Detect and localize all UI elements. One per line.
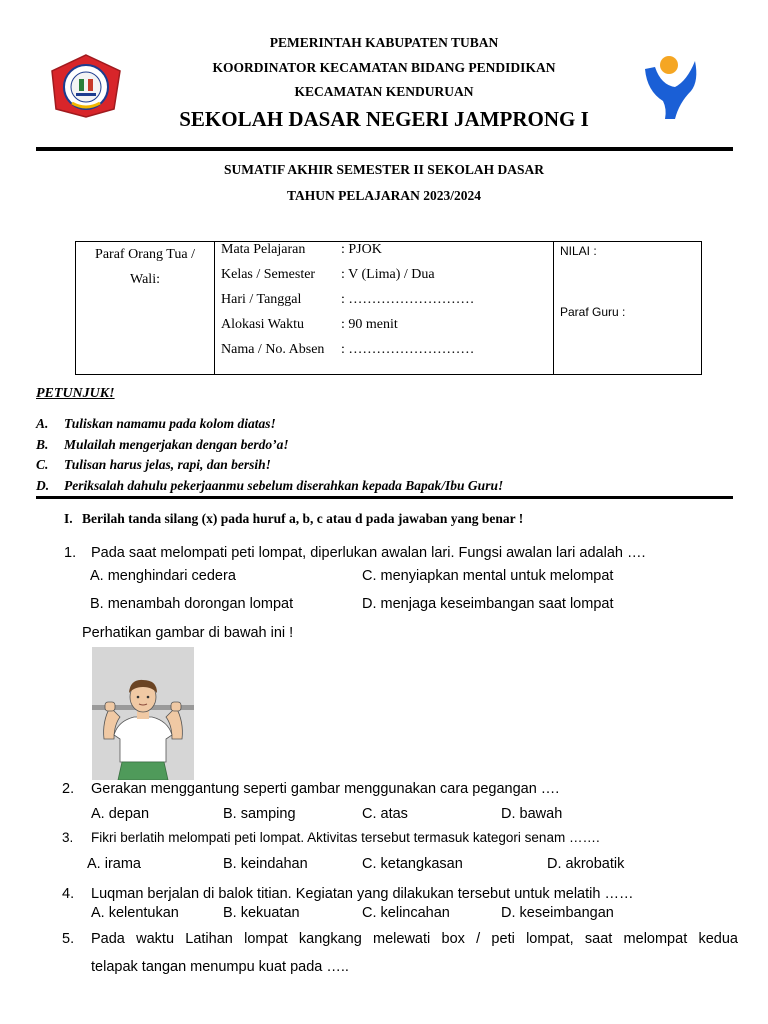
header-line-3: KECAMATAN KENDURUAN — [294, 84, 474, 99]
q4-number: 4. — [62, 886, 75, 902]
instruction-item — [36, 476, 503, 497]
q4-text: Luqman berjalan di balok titian. Kegiatan yang dilakukan tersebut untuk melatih …… — [91, 886, 634, 902]
instruction-text: Mulailah mengerjakan dengan berdo’a! — [64, 436, 289, 452]
q4-option-c[interactable]: C. kelincahan — [362, 905, 450, 921]
paraf-guru-label: Paraf Guru : — [560, 305, 626, 319]
exam-year: TAHUN PELAJARAN 2023/2024 — [286, 188, 481, 203]
instruction-item — [36, 435, 503, 456]
q1-number: 1. — [64, 545, 77, 561]
q2-option-b[interactable]: B. samping — [223, 806, 296, 822]
instruction-item — [36, 414, 503, 435]
q2-number: 2. — [62, 781, 75, 797]
nilai-label: NILAI : — [560, 244, 597, 258]
parent-signature-cell[interactable] — [76, 242, 215, 375]
field-nama-label: Nama / No. Absen — [221, 342, 325, 357]
q4-option-b[interactable]: B. kekuatan — [223, 905, 300, 921]
q1-option-c[interactable]: C. menyiapkan mental untuk melompat — [362, 568, 614, 584]
header-divider — [36, 147, 733, 151]
q5-text-line-1: Pada waktu Latihan lompat kangkang melewati box / peti lompat, saat melompat kedua — [91, 931, 738, 947]
field-nama-value[interactable]: : ……………………… — [341, 342, 475, 357]
q3-option-d[interactable]: D. akrobatik — [547, 856, 625, 872]
q1-text: Pada saat melompati peti lompat, diperlukan awalan lari. Fungsi awalan lari adalah …. — [91, 545, 646, 561]
q4-option-d[interactable]: D. keseimbangan — [501, 905, 614, 921]
q5-text-line-2: telapak tangan menumpu kuat pada ….. — [91, 959, 349, 975]
section-number: I. — [64, 511, 73, 526]
field-hari-value[interactable]: : ……………………… — [341, 292, 475, 307]
exam-title: SUMATIF AKHIR SEMESTER II SEKOLAH DASAR — [224, 162, 544, 177]
q5-number: 5. — [62, 931, 75, 947]
field-hari-label: Hari / Tanggal — [221, 292, 302, 307]
q3-option-b[interactable]: B. keindahan — [223, 856, 308, 872]
boy-hanging-bar-icon — [92, 647, 194, 780]
parent-label-1: Paraf Orang Tua / — [95, 247, 195, 262]
instructions-divider — [36, 496, 733, 499]
instruction-letter: B. — [36, 436, 49, 452]
q2-option-a[interactable]: A. depan — [91, 806, 150, 822]
picture-note: Perhatikan gambar di bawah ini ! — [82, 625, 294, 641]
instructions-list — [36, 414, 503, 496]
q2-option-c[interactable]: C. atas — [362, 806, 408, 822]
instruction-text: Tuliskan namamu pada kolom diatas! — [64, 416, 276, 431]
school-name: SEKOLAH DASAR NEGERI JAMPRONG I — [179, 107, 589, 131]
instruction-text: Tulisan harus jelas, rapi, dan bersih! — [64, 457, 271, 472]
header-line-1: PEMERINTAH KABUPATEN TUBAN — [269, 35, 499, 50]
q1-option-d[interactable]: D. menjaga keseimbangan saat lompat — [362, 596, 614, 612]
identity-table — [75, 241, 702, 375]
field-kelas-value: : V (Lima) / Dua — [341, 267, 435, 282]
q4-option-a[interactable]: A. kelentukan — [91, 905, 179, 921]
q2-option-d[interactable]: D. bawah — [501, 806, 563, 822]
section-heading — [64, 511, 523, 527]
q3-option-a[interactable]: A. irama — [87, 856, 141, 872]
q2-text: Gerakan menggantung seperti gambar menggunakan cara pegangan …. — [91, 781, 560, 797]
instruction-letter: A. — [36, 416, 49, 431]
instruction-letter: D. — [36, 477, 50, 493]
q1-option-b[interactable]: B. menambah dorongan lompat — [90, 596, 294, 612]
field-alokasi-value: : 90 menit — [341, 317, 398, 332]
field-kelas-label: Kelas / Semester — [221, 267, 316, 282]
field-mata-pelajaran-value: : PJOK — [341, 242, 382, 257]
q3-text: Fikri berlatih melompati peti lompat. Aktivitas tersebut termasuk kategori senam ……. — [91, 830, 600, 845]
instruction-letter: C. — [36, 457, 49, 472]
section-title: Berilah tanda silang (x) pada huruf a, b, c atau d pada jawaban yang benar ! — [82, 511, 524, 526]
field-alokasi-label: Alokasi Waktu — [221, 317, 304, 332]
q3-number: 3. — [62, 830, 74, 845]
field-mata-pelajaran-label: Mata Pelajaran — [221, 242, 306, 257]
parent-label-2: Wali: — [130, 272, 160, 287]
q1-option-a[interactable]: A. menghindari cedera — [90, 568, 236, 584]
score-cell[interactable] — [554, 242, 702, 375]
instructions-heading: PETUNJUK! — [36, 386, 115, 401]
instruction-item — [36, 455, 503, 476]
header-line-2: KOORDINATOR KECAMATAN BIDANG PENDIDIKAN — [212, 60, 556, 75]
q3-option-c[interactable]: C. ketangkasan — [362, 856, 463, 872]
instruction-text: Periksalah dahulu pekerjaanmu sebelum diserahkan kepada Bapak/Ibu Guru! — [64, 477, 504, 493]
exam-fields-cell — [215, 242, 554, 375]
